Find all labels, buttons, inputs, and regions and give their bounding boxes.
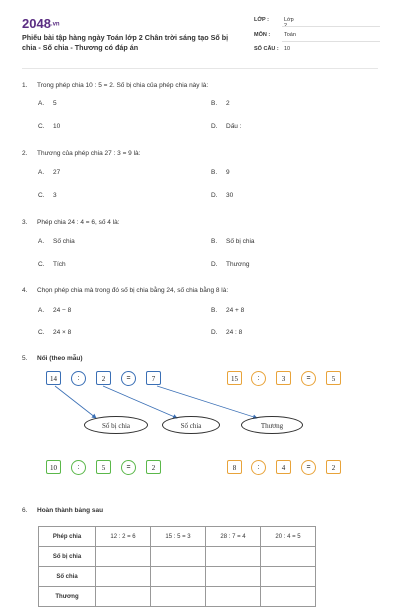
match-box-3[interactable]: 3 xyxy=(276,371,291,385)
equals-sign: = xyxy=(301,371,316,386)
q2-option-a[interactable]: A. 27 xyxy=(38,169,61,176)
q4-option-a[interactable]: A. 24 − 8 xyxy=(38,307,72,314)
q3-option-d[interactable]: D. Thương xyxy=(211,261,250,268)
divide-sign: : xyxy=(71,460,86,475)
divide-sign: : xyxy=(251,371,266,386)
answer-cell[interactable] xyxy=(151,547,206,567)
match-box-5[interactable]: 5 xyxy=(326,371,341,385)
q1-option-c[interactable]: C. 10 xyxy=(38,123,61,130)
q3-option-c[interactable]: C. Tích xyxy=(38,261,66,268)
column-header: 20 : 4 = 5 xyxy=(261,527,316,547)
label-so-chia[interactable]: Số chia xyxy=(162,416,220,434)
answer-cell[interactable] xyxy=(261,547,316,567)
match-box-8[interactable]: 8 xyxy=(227,460,242,474)
q2-option-d[interactable]: D. 30 xyxy=(211,192,234,199)
match-box-7[interactable]: 7 xyxy=(146,371,161,385)
answer-table xyxy=(38,526,316,607)
table-row xyxy=(39,587,316,607)
column-header: 15 : 5 = 3 xyxy=(151,527,206,547)
answer-cell[interactable] xyxy=(206,587,261,607)
match-box-2[interactable]: 2 xyxy=(326,460,341,474)
match-box-5[interactable]: 5 xyxy=(96,460,111,474)
match-box-10[interactable]: 10 xyxy=(46,460,61,474)
label-thuong[interactable]: Thương xyxy=(241,416,303,434)
table-row xyxy=(39,527,316,547)
q4-option-b[interactable]: B. 24 + 8 xyxy=(211,307,245,314)
worksheet-page: 2048.vn Phiếu bài tập hàng ngày Toán lớp 2 Chân trời sáng tạo Số bị chia - Số chia - Thương có đáp án LỚP : Lớp 2 MÔN : Toán SỐ CÂU : 10 1. Trong phép chia 10 : 5 = 2. Số bị chia của phép chia này là: A. 5 B. 2 C. 10 D. Dấu : 2. Thương của phép chia 27 : 3 = 9 là: A. 27 B. 9 C. 3 D. 30 3. Phép chia 24 : 4 = 6, số 4 là: A. Số chia B. Số bị chia C. Tích D. Thương 4. Chọn phép chia mà trong đó số bị chia bằng 24, số chia bằng 8 là: A. 24 − 8 B. 24 + 8 C. 24 × 8 D. 24 : 8 5. Nối (theo mẫu) 14 : 2 = 7 15 : 3 = 5 Số bị chia Số chia Thương 10 : 5 = 2 8 : 4 = 2 6. Hoàn thành bảng sau Phép chia 12 : 2 = 6 15 : 5 = 3 28 : 7 = 4 20 : 4 = 5 Số bị chia Số chia Thương xyxy=(0,0,400,600)
site-logo[interactable]: 2048.vn xyxy=(22,16,60,31)
match-box-15[interactable]: 15 xyxy=(227,371,242,385)
answer-cell[interactable] xyxy=(261,587,316,607)
q3-option-b[interactable]: B. Số bị chia xyxy=(211,238,255,245)
equals-sign: = xyxy=(121,460,136,475)
worksheet-title: Phiếu bài tập hàng ngày Toán lớp 2 Chân trời sáng tạo Số bị chia - Số chia - Thương có đáp án xyxy=(22,33,229,52)
match-box-4[interactable]: 4 xyxy=(276,460,291,474)
row-header: Thương xyxy=(39,587,96,607)
q1-option-d[interactable]: D. Dấu : xyxy=(211,123,242,130)
label-so-bi-chia[interactable]: Số bị chia xyxy=(84,416,148,434)
answer-cell[interactable] xyxy=(96,547,151,567)
row-header: Phép chia xyxy=(39,527,96,547)
q1-option-a[interactable]: A. 5 xyxy=(38,100,57,107)
q4-option-d[interactable]: D. 24 : 8 xyxy=(211,329,243,336)
answer-cell[interactable] xyxy=(96,567,151,587)
divide-sign: : xyxy=(71,371,86,386)
match-box-2[interactable]: 2 xyxy=(146,460,161,474)
row-header: Số chia xyxy=(39,567,96,587)
answer-cell[interactable] xyxy=(261,567,316,587)
table-row xyxy=(39,567,316,587)
q3-option-a[interactable]: A. Số chia xyxy=(38,238,75,245)
match-line-7 xyxy=(157,386,257,418)
match-box-14[interactable]: 14 xyxy=(46,371,61,385)
q2-option-c[interactable]: C. 3 xyxy=(38,192,57,199)
equals-sign: = xyxy=(301,460,316,475)
equals-sign: = xyxy=(121,371,136,386)
answer-cell[interactable] xyxy=(151,567,206,587)
table-row xyxy=(39,547,316,567)
q1-option-b[interactable]: B. 2 xyxy=(211,100,230,107)
column-header: 28 : 7 = 4 xyxy=(206,527,261,547)
answer-cell[interactable] xyxy=(96,587,151,607)
q2-option-b[interactable]: B. 9 xyxy=(211,169,230,176)
match-box-2[interactable]: 2 xyxy=(96,371,111,385)
q4-option-c[interactable]: C. 24 × 8 xyxy=(38,329,72,336)
answer-cell[interactable] xyxy=(206,547,261,567)
answer-cell[interactable] xyxy=(151,587,206,607)
row-header: Số bị chia xyxy=(39,547,96,567)
match-line-2 xyxy=(103,386,177,418)
divide-sign: : xyxy=(251,460,266,475)
column-header: 12 : 2 = 6 xyxy=(96,527,151,547)
match-line-14 xyxy=(55,386,96,418)
answer-cell[interactable] xyxy=(206,567,261,587)
